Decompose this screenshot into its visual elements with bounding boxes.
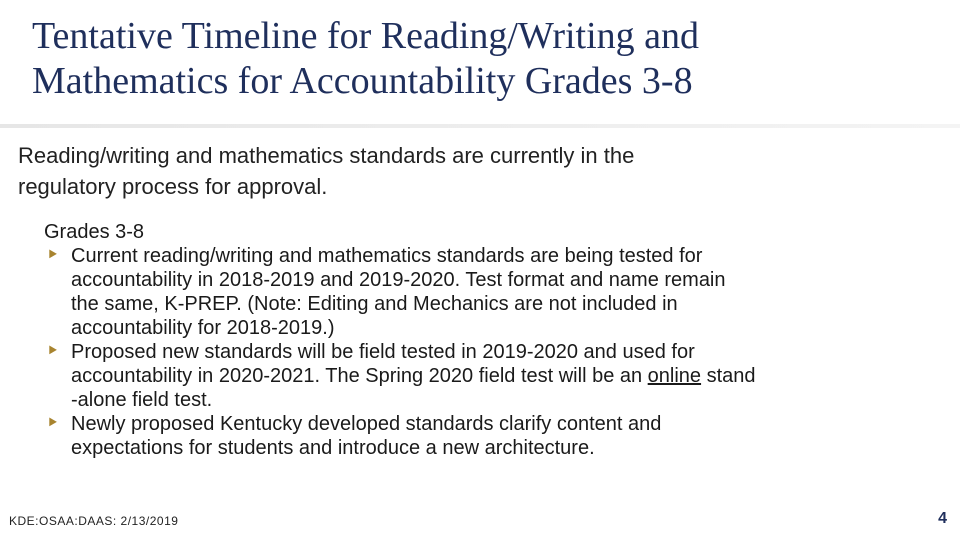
bullet-marker-icon: ⯈: [46, 415, 59, 432]
bullet-item: [44, 412, 924, 460]
intro-line: Reading/writing and mathematics standards are currently in the: [18, 143, 635, 168]
bullet-line: Proposed new standards will be field tested in 2019-2020 and used for: [71, 341, 695, 363]
bullet-item: [44, 244, 924, 340]
underlined-word: online: [647, 365, 702, 387]
slide-title: [32, 14, 932, 104]
grades-section: [44, 220, 924, 460]
title-line: Tentative Timeline for Reading/Writing and: [32, 15, 700, 57]
bullet-line: the same, K-PREP. (Note: Editing and Mechanics are not included in: [71, 293, 678, 315]
page-number: 4: [938, 510, 947, 527]
bullet-text: stand: [701, 365, 756, 387]
bullet-line: accountability for 2018-2019.): [71, 317, 335, 339]
bullet-line: [71, 364, 924, 388]
bullet-item: [44, 340, 924, 412]
bullet-line: expectations for students and introduce a new architecture.: [71, 437, 595, 459]
bullet-marker-icon: ⯈: [46, 343, 59, 360]
bullet-line: -alone field test.: [71, 389, 213, 411]
footer-text: KDE:OSAA:DAAS: 2/13/2019: [9, 514, 179, 528]
bullet-marker-icon: ⯈: [46, 247, 59, 264]
intro-line: regulatory process for approval.: [18, 174, 328, 199]
bullet-text: accountability in 2020-2021. The Spring 2020 field test will be an: [71, 365, 648, 387]
title-line: Mathematics for Accountability Grades 3-8: [32, 60, 693, 102]
title-divider: [0, 124, 960, 128]
bullet-list: [44, 244, 924, 460]
bullet-line: accountability in 2018-2019 and 2019-2020. Test format and name remain: [71, 269, 726, 291]
bullet-line: Current reading/writing and mathematics standards are being tested for: [71, 245, 703, 267]
section-heading: Grades 3-8: [44, 221, 145, 243]
intro-paragraph: [18, 140, 878, 202]
bullet-line: Newly proposed Kentucky developed standards clarify content and: [71, 413, 662, 435]
